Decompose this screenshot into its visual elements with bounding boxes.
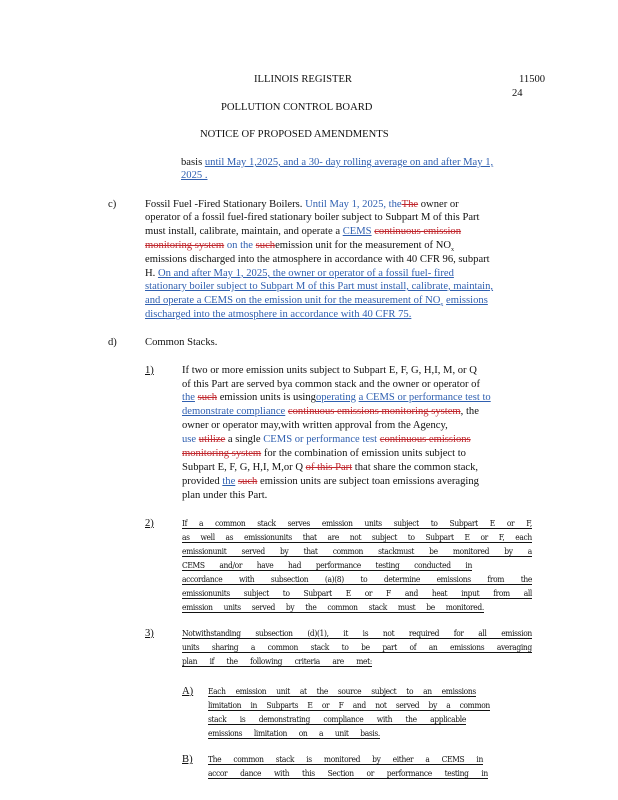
word: as — [182, 532, 190, 542]
word: or — [506, 518, 515, 528]
underline-rule — [182, 666, 372, 667]
section-c-inserted-4: discharged into the atmosphere in accordance with 40 CFR 75. — [145, 309, 412, 320]
word: CEMS — [441, 754, 465, 764]
word: Subpart — [425, 532, 454, 542]
word: by — [285, 602, 295, 612]
section-c-h: H. — [145, 268, 156, 279]
item-1-emission-units: emission units is using — [219, 392, 316, 403]
item-1-share-stack: that share the common stack, — [354, 462, 479, 473]
underline-rule — [182, 612, 484, 613]
section-c-inserted-until: Until May 1, 2025, the — [305, 199, 402, 210]
section-c-emission-unit: emission unit for the measurement of NO — [275, 240, 452, 251]
word: performance — [315, 560, 361, 570]
word: to — [360, 574, 368, 584]
underline-rule — [208, 724, 466, 725]
word: F — [386, 588, 391, 598]
word: testing — [375, 560, 400, 570]
word: not — [382, 628, 395, 638]
item-1-deleted-monitoring: monitoring system — [182, 448, 262, 459]
word: F, — [526, 518, 532, 528]
section-c-title: Fossil Fuel -Fired Stationary Boilers. — [145, 199, 303, 210]
word: all — [478, 628, 487, 638]
section-c-deleted-monitoring: monitoring system — [145, 240, 225, 251]
word: must — [397, 602, 416, 612]
word: CEMS — [182, 560, 205, 570]
word: emissions — [208, 728, 243, 738]
word: an — [428, 642, 438, 652]
word: conducted — [414, 560, 451, 570]
word: met: — [356, 656, 372, 666]
word: If — [182, 518, 188, 528]
section-d-label: d) — [108, 337, 117, 348]
word: subsection — [255, 628, 293, 638]
page-sub-number: 24 — [512, 88, 523, 99]
word: emissions — [450, 642, 485, 652]
word: are — [327, 532, 339, 542]
word: with — [376, 714, 393, 724]
word: F, — [498, 532, 505, 542]
section-c-inserted-2: stationary boiler subject to Subpart M of this Part must install, calibrate, maintain, — [145, 281, 494, 292]
underline-rule — [182, 570, 472, 571]
word: The — [208, 754, 222, 764]
item-1-line-5: owner or operator may,with written approval from the Agency, — [182, 420, 448, 431]
word: or — [366, 768, 374, 778]
item-1-the: , the — [460, 406, 479, 417]
word: have — [256, 560, 274, 570]
word: demonstrating — [258, 714, 311, 724]
word: and — [404, 588, 418, 598]
register-title: ILLINOIS REGISTER — [254, 74, 352, 85]
word: common — [215, 518, 246, 528]
word: the — [316, 686, 328, 696]
word: Subpart — [303, 588, 332, 598]
item-1-averaging: emission units are subject toan emissions averaging — [260, 476, 479, 487]
item-3-line — [182, 656, 372, 666]
section-c-install-text: must install, calibrate, maintain, and operate a — [145, 226, 341, 237]
item-B-line — [208, 754, 483, 764]
underline-rule — [182, 598, 532, 599]
item-1-a-single: a single — [227, 434, 261, 445]
word: with — [273, 768, 290, 778]
word: as — [225, 532, 234, 542]
section-c-deleted-the: The — [401, 199, 419, 210]
section-c-nox-sub-2: x — [440, 302, 444, 309]
word: to — [282, 588, 290, 598]
word: following — [250, 656, 283, 666]
underline-rule — [182, 542, 532, 543]
word: at — [299, 686, 307, 696]
word: basis. — [360, 728, 380, 738]
word: had — [288, 560, 302, 570]
item-2-line — [182, 588, 532, 598]
section-c-emissions-tail: emissions — [446, 295, 488, 306]
item-2-number: 2) — [145, 518, 154, 529]
item-1-line-10: plan under this Part. — [182, 490, 268, 501]
word: part — [382, 642, 397, 652]
word: required — [408, 628, 440, 638]
item-2-line — [182, 546, 532, 556]
word: units — [182, 642, 200, 652]
word: emissions — [441, 686, 476, 696]
word: is — [306, 754, 312, 764]
section-c-line-2: operator of a fossil fuel-fired stationary boiler subject to Subpart M of this Part — [145, 212, 480, 223]
item-1-deleted-cems: continuous emissions monitoring system — [287, 406, 461, 417]
item-B-number: B) — [182, 754, 193, 765]
word: either — [392, 754, 414, 764]
item-A-line — [208, 728, 380, 738]
word: stack — [208, 714, 227, 724]
word: input — [461, 588, 480, 598]
word: served — [241, 546, 265, 556]
word: testing — [444, 768, 469, 778]
section-c-deleted-continuous: continuous emission — [374, 226, 462, 237]
section-c-deleted-such: such — [255, 240, 276, 251]
word: common — [233, 754, 264, 764]
word: well — [200, 532, 215, 542]
item-1-subparts: Subpart E, F, G, H,I, M,or Q — [182, 462, 303, 473]
word: common — [267, 642, 298, 652]
word: units — [364, 518, 382, 528]
section-c-line-1 — [145, 199, 459, 211]
section-c-inserted-1: On and after May 1, 2025, the owner or operator of a fossil fuel- fired — [157, 268, 454, 279]
item-1-provided: provided — [182, 476, 220, 487]
word: units — [223, 602, 241, 612]
word: each — [515, 532, 532, 542]
item-3-line — [182, 642, 532, 652]
item-1-deleted-continuous: continuous emissions — [379, 434, 471, 445]
word: is — [239, 714, 246, 724]
word: a — [198, 518, 204, 528]
word: from — [493, 588, 510, 598]
word: on — [298, 728, 308, 738]
underline-rule — [208, 738, 380, 739]
item-1-deleted-of-this-part: of this Part — [305, 462, 353, 473]
underline-rule — [182, 556, 532, 557]
item-2-line — [182, 532, 532, 542]
word: a — [319, 728, 324, 738]
word: of — [409, 642, 417, 652]
item-1-use: use — [182, 434, 197, 445]
item-1-line-9 — [182, 476, 479, 488]
word: that — [302, 532, 317, 542]
word: monitored — [323, 754, 361, 764]
section-c-nox-sub: x — [451, 247, 455, 254]
section-c-line-6 — [145, 268, 454, 280]
word: in — [465, 560, 472, 570]
word: subject — [371, 532, 398, 542]
word: not — [349, 532, 362, 542]
word: by — [280, 546, 289, 556]
item-1-cems-test: CEMS or performance test — [263, 434, 378, 445]
word: not — [375, 700, 387, 710]
word: applicable — [430, 714, 466, 724]
word: monitored — [452, 546, 490, 556]
section-c-line-3 — [145, 226, 461, 238]
word: and — [352, 700, 366, 710]
item-A-line — [208, 714, 466, 724]
word: common — [459, 700, 490, 710]
item-A-number: A) — [182, 686, 194, 697]
item-1-operating: operating — [315, 392, 356, 403]
word: (d)(1), — [307, 628, 329, 638]
word: limitation — [253, 728, 288, 738]
word: emissionunit — [182, 546, 227, 556]
section-c-on-the: on the — [226, 240, 254, 251]
word: (a)(8) — [324, 574, 344, 584]
section-d-title: Common Stacks. — [145, 337, 218, 348]
item-1-deleted-utilize: utilize — [198, 434, 226, 445]
word: common — [327, 602, 358, 612]
word: stack — [275, 754, 295, 764]
basis-inserted: until May 1,2025, and a 30- day rolling average on and after May 1, — [204, 157, 494, 168]
word: and/or — [219, 560, 243, 570]
word: averaging — [496, 642, 532, 652]
item-1-inserted-the: the — [182, 392, 195, 403]
word: emissionunits — [182, 588, 230, 598]
underline-rule — [182, 584, 532, 585]
word: if — [209, 656, 215, 666]
word: in — [481, 768, 488, 778]
section-c-line-5: emissions discharged into the atmosphere in accordance with 40 CFR 96, subpart — [145, 254, 490, 265]
item-1-line-8 — [182, 462, 478, 474]
underline-rule — [208, 696, 476, 697]
item-1-deleted-such: such — [197, 392, 218, 403]
item-1-line-1: If two or more emission units subject to Subpart E, F, G, H,I, M, or Q — [182, 365, 477, 376]
word: to — [406, 686, 414, 696]
word: this — [302, 768, 315, 778]
word: limitation — [208, 700, 242, 710]
basis-line-2: 2025 . — [181, 170, 208, 181]
item-1-number: 1) — [145, 365, 154, 376]
word: emissions — [436, 574, 471, 584]
item-3-line — [182, 628, 532, 638]
word: criteria — [294, 656, 320, 666]
word: that — [303, 546, 318, 556]
item-A-line — [208, 686, 476, 696]
word: subsection — [270, 574, 309, 584]
word: accor — [208, 768, 228, 778]
item-2-line — [182, 560, 472, 570]
word: E — [345, 588, 351, 598]
word: emissionunits — [244, 532, 292, 542]
basis-line-1 — [181, 157, 493, 169]
underline-rule — [208, 764, 483, 765]
word: an — [423, 686, 432, 696]
word: F — [338, 700, 344, 710]
word: the — [405, 714, 417, 724]
underline-rule — [208, 778, 488, 779]
item-1-combination: for the combination of emission units subject to — [263, 448, 466, 459]
word: stackmust — [378, 546, 415, 556]
word: emission — [501, 628, 532, 638]
word: in — [250, 700, 258, 710]
underline-rule — [182, 652, 532, 653]
item-1-line-3 — [182, 392, 491, 404]
word: a — [527, 546, 532, 556]
section-c-label: c) — [108, 199, 117, 210]
word: the — [305, 602, 317, 612]
word: are — [332, 656, 344, 666]
item-2-line — [182, 518, 532, 528]
word: emission — [182, 602, 213, 612]
word: or — [364, 588, 373, 598]
item-2-line — [182, 602, 484, 612]
word: heat — [431, 588, 448, 598]
item-1-line-2: of this Part are served bya common stack and the owner or operator of — [182, 379, 480, 390]
item-1-line-6 — [182, 434, 471, 446]
item-B-line — [208, 768, 488, 778]
word: stack — [257, 518, 276, 528]
word: subject — [393, 518, 419, 528]
word: serves — [287, 518, 310, 528]
underline-rule — [182, 638, 532, 639]
word: or — [321, 700, 330, 710]
word: the — [226, 656, 238, 666]
word: Section — [327, 768, 354, 778]
word: a — [446, 700, 451, 710]
word: emission — [235, 686, 267, 696]
board-title: POLLUTION CONTROL BOARD — [221, 102, 373, 113]
word: the — [520, 574, 532, 584]
section-c-cems-inserted: CEMS — [342, 226, 372, 237]
underline-rule — [182, 528, 532, 529]
word: Notwithstanding — [182, 628, 241, 638]
word: stack — [310, 642, 330, 652]
word: unit — [334, 728, 349, 738]
word: by — [372, 754, 381, 764]
item-1-deleted-such-2: such — [237, 476, 258, 487]
word: with — [238, 574, 255, 584]
word: from — [487, 574, 505, 584]
word: Subpart — [449, 518, 478, 528]
item-3-number: 3) — [145, 628, 154, 639]
word: stack — [368, 602, 387, 612]
item-A-line — [208, 700, 490, 710]
word: sharing — [211, 642, 239, 652]
word: by — [504, 546, 513, 556]
word: subject — [243, 588, 269, 598]
word: be — [429, 546, 438, 556]
word: by — [428, 700, 437, 710]
word: accordance — [182, 574, 223, 584]
word: served — [251, 602, 276, 612]
word: Subparts — [266, 700, 299, 710]
word: be — [361, 642, 370, 652]
word: a — [250, 642, 256, 652]
underline-rule — [208, 710, 490, 711]
item-1-line-4 — [182, 406, 479, 418]
item-1-inserted-the-2: the — [222, 476, 236, 487]
word: subject — [371, 686, 397, 696]
word: or — [480, 532, 488, 542]
word: monitored. — [445, 602, 484, 612]
word: source — [337, 686, 362, 696]
word: performance — [386, 768, 432, 778]
word: E — [489, 518, 495, 528]
word: dance — [240, 768, 262, 778]
word: a — [425, 754, 430, 764]
word: to — [430, 518, 438, 528]
word: determine — [383, 574, 420, 584]
section-c-owner: owner or — [420, 199, 459, 210]
word: common — [332, 546, 363, 556]
word: compliance — [323, 714, 364, 724]
word: served — [395, 700, 420, 710]
item-1-demonstrate-compliance: demonstrate compliance — [182, 406, 286, 417]
item-1-line-7 — [182, 448, 466, 460]
word: be — [426, 602, 435, 612]
item-1-cems-performance: a CEMS or performance test to — [358, 392, 491, 403]
word: plan — [182, 656, 198, 666]
notice-title: NOTICE OF PROPOSED AMENDMENTS — [200, 129, 389, 140]
word: to — [341, 642, 349, 652]
basis-plain: basis — [181, 157, 203, 168]
word: Each — [208, 686, 226, 696]
word: all — [523, 588, 532, 598]
word: emission — [321, 518, 353, 528]
word: E — [464, 532, 470, 542]
page-number: 11500 — [519, 74, 546, 85]
item-2-line — [182, 574, 532, 584]
word: E — [307, 700, 313, 710]
word: in — [476, 754, 483, 764]
word: it — [343, 628, 349, 638]
section-c-inserted-3: and operate a CEMS on the emission unit for the measurement of NO — [145, 295, 441, 306]
word: unit — [276, 686, 290, 696]
word: is — [362, 628, 369, 638]
word: to — [407, 532, 415, 542]
word: for — [453, 628, 464, 638]
